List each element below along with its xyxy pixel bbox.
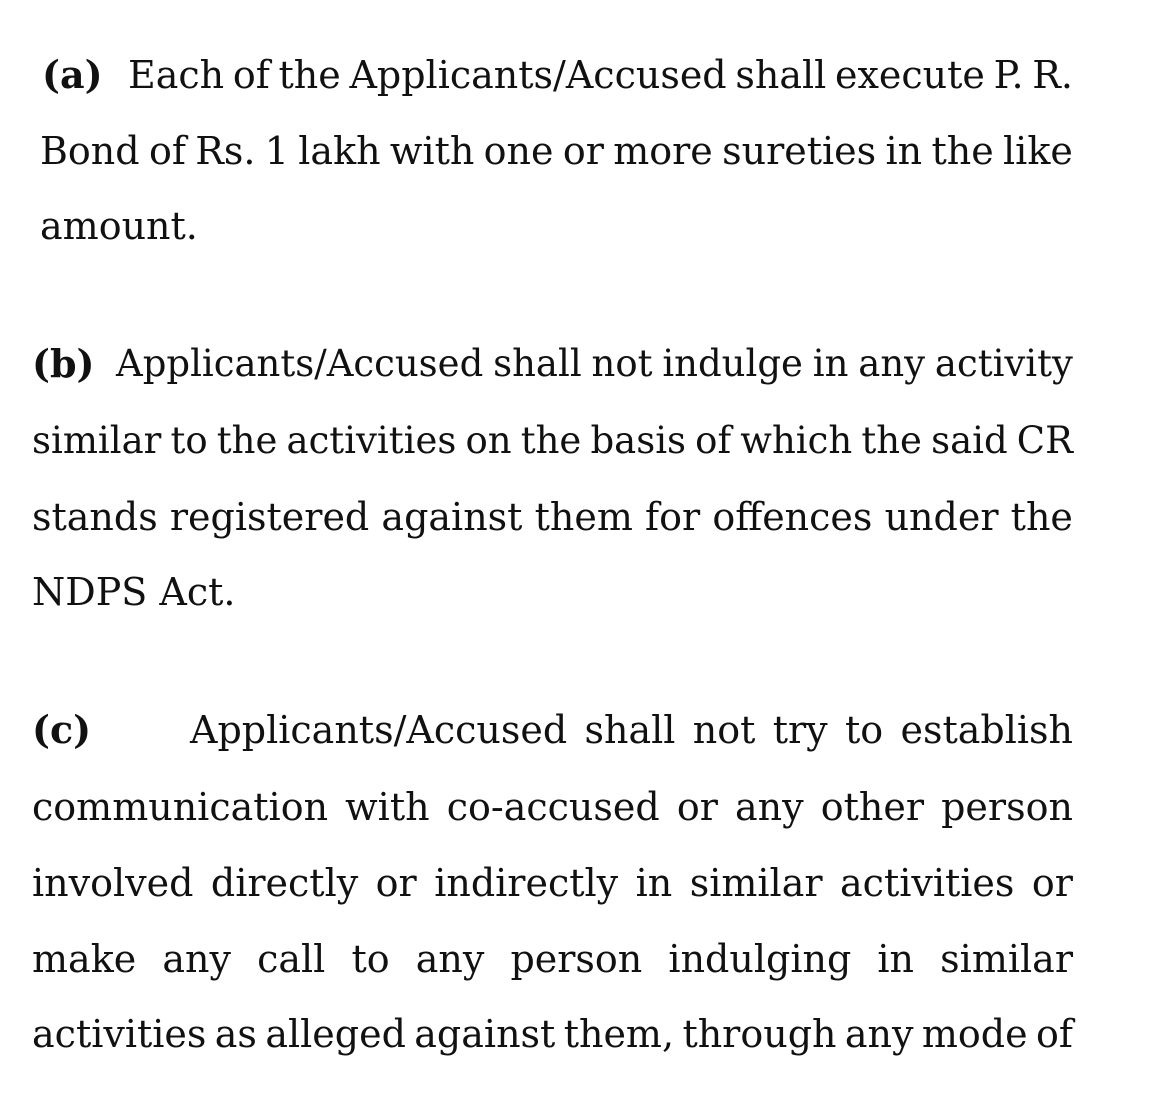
- word: any: [858, 342, 926, 385]
- clause-b-line-4: NDPS Act.: [32, 570, 236, 614]
- word: make: [32, 937, 137, 981]
- word: against: [381, 495, 523, 539]
- word: activity: [934, 342, 1073, 385]
- word: in: [812, 342, 849, 385]
- word: the: [520, 419, 582, 462]
- word: against: [414, 1012, 556, 1056]
- word: any: [415, 937, 485, 981]
- word: indulging: [668, 937, 852, 981]
- word: under: [884, 495, 999, 539]
- word: involved: [32, 861, 194, 905]
- word: as: [214, 1012, 257, 1056]
- word: offences: [712, 495, 873, 539]
- clause-c-label: (c): [32, 707, 92, 752]
- word: activities: [840, 861, 1015, 905]
- word: similar: [940, 937, 1073, 981]
- word: said: [931, 419, 1008, 462]
- word: Bond: [40, 129, 140, 173]
- word: on: [465, 419, 512, 462]
- word: one: [483, 129, 554, 173]
- word: through: [682, 1012, 837, 1056]
- clause-a-line-2: [40, 128, 1073, 174]
- word: CR: [1016, 419, 1073, 462]
- word: any: [844, 1012, 914, 1056]
- clause-c-line-5: [32, 1011, 1073, 1057]
- clause-a-label: (a): [42, 52, 103, 97]
- word: indulge: [662, 342, 803, 385]
- word: R.: [1032, 53, 1073, 97]
- word: like: [1003, 129, 1073, 173]
- word: shall: [493, 342, 582, 385]
- word: them: [534, 495, 633, 539]
- word: with: [389, 129, 475, 173]
- word: lakh: [298, 129, 381, 173]
- word: alleged: [265, 1012, 406, 1056]
- word: shall: [735, 53, 827, 97]
- word: any: [734, 785, 804, 829]
- word: activities: [32, 1012, 207, 1056]
- word: the: [278, 53, 341, 97]
- word: in: [635, 861, 673, 905]
- word: registered: [169, 495, 370, 539]
- clause-b-line-3: [32, 494, 1073, 540]
- word: the: [1010, 495, 1073, 539]
- word: or: [375, 861, 417, 905]
- word: mode: [921, 1012, 1028, 1056]
- word: execute: [834, 53, 985, 97]
- word: other: [820, 785, 924, 829]
- word: more: [613, 129, 713, 173]
- word: similar: [689, 861, 823, 905]
- word: to: [170, 419, 208, 462]
- clause-c-line-2: [32, 784, 1073, 830]
- word: activities: [286, 419, 457, 462]
- clause-c-line-3: [32, 860, 1073, 906]
- word: or: [1031, 861, 1073, 905]
- word: the: [861, 419, 922, 462]
- word: not: [591, 342, 653, 385]
- word: stands: [32, 495, 158, 539]
- word: shall: [584, 708, 676, 752]
- word: with: [345, 785, 430, 829]
- word: person: [941, 785, 1073, 829]
- word: or: [676, 785, 718, 829]
- word: directly: [210, 861, 359, 905]
- word: P.: [993, 53, 1024, 97]
- word: in: [877, 937, 915, 981]
- word: or: [562, 129, 604, 173]
- word: 1: [264, 129, 289, 173]
- word: not: [692, 708, 756, 752]
- word: Applicants/Accused: [116, 342, 484, 385]
- word: of: [232, 53, 270, 97]
- clause-b-line-2: [32, 418, 1073, 464]
- word: basis: [590, 419, 687, 462]
- word: co-accused: [446, 785, 660, 829]
- word: which: [740, 419, 853, 462]
- word: communication: [32, 785, 329, 829]
- word: the: [931, 129, 994, 173]
- word: of: [148, 129, 186, 173]
- word: Each: [128, 53, 225, 97]
- word: of: [695, 419, 732, 462]
- word: establish: [900, 708, 1073, 752]
- word: indirectly: [434, 861, 619, 905]
- word: similar: [32, 419, 162, 462]
- word: Rs.: [195, 129, 256, 173]
- clause-c-line-1: [190, 707, 1073, 753]
- clause-c-line-4: [32, 936, 1073, 982]
- clause-b-label: (b): [32, 341, 95, 386]
- word: any: [162, 937, 231, 981]
- word: to: [351, 937, 390, 981]
- word: in: [885, 129, 923, 173]
- word: to: [844, 708, 884, 752]
- word: the: [216, 419, 278, 462]
- word: sureties: [722, 129, 877, 173]
- word: them,: [563, 1012, 675, 1056]
- word: try: [772, 708, 828, 752]
- word: person: [510, 937, 643, 981]
- clause-b-line-1: [116, 341, 1073, 387]
- word: of: [1035, 1012, 1073, 1056]
- clause-a-line-1: [128, 52, 1073, 98]
- word: call: [257, 937, 326, 981]
- clause-a-line-3: amount.: [40, 204, 198, 248]
- word: Applicants/Accused: [349, 53, 727, 97]
- word: for: [645, 495, 701, 539]
- word: Applicants/Accused: [190, 708, 568, 752]
